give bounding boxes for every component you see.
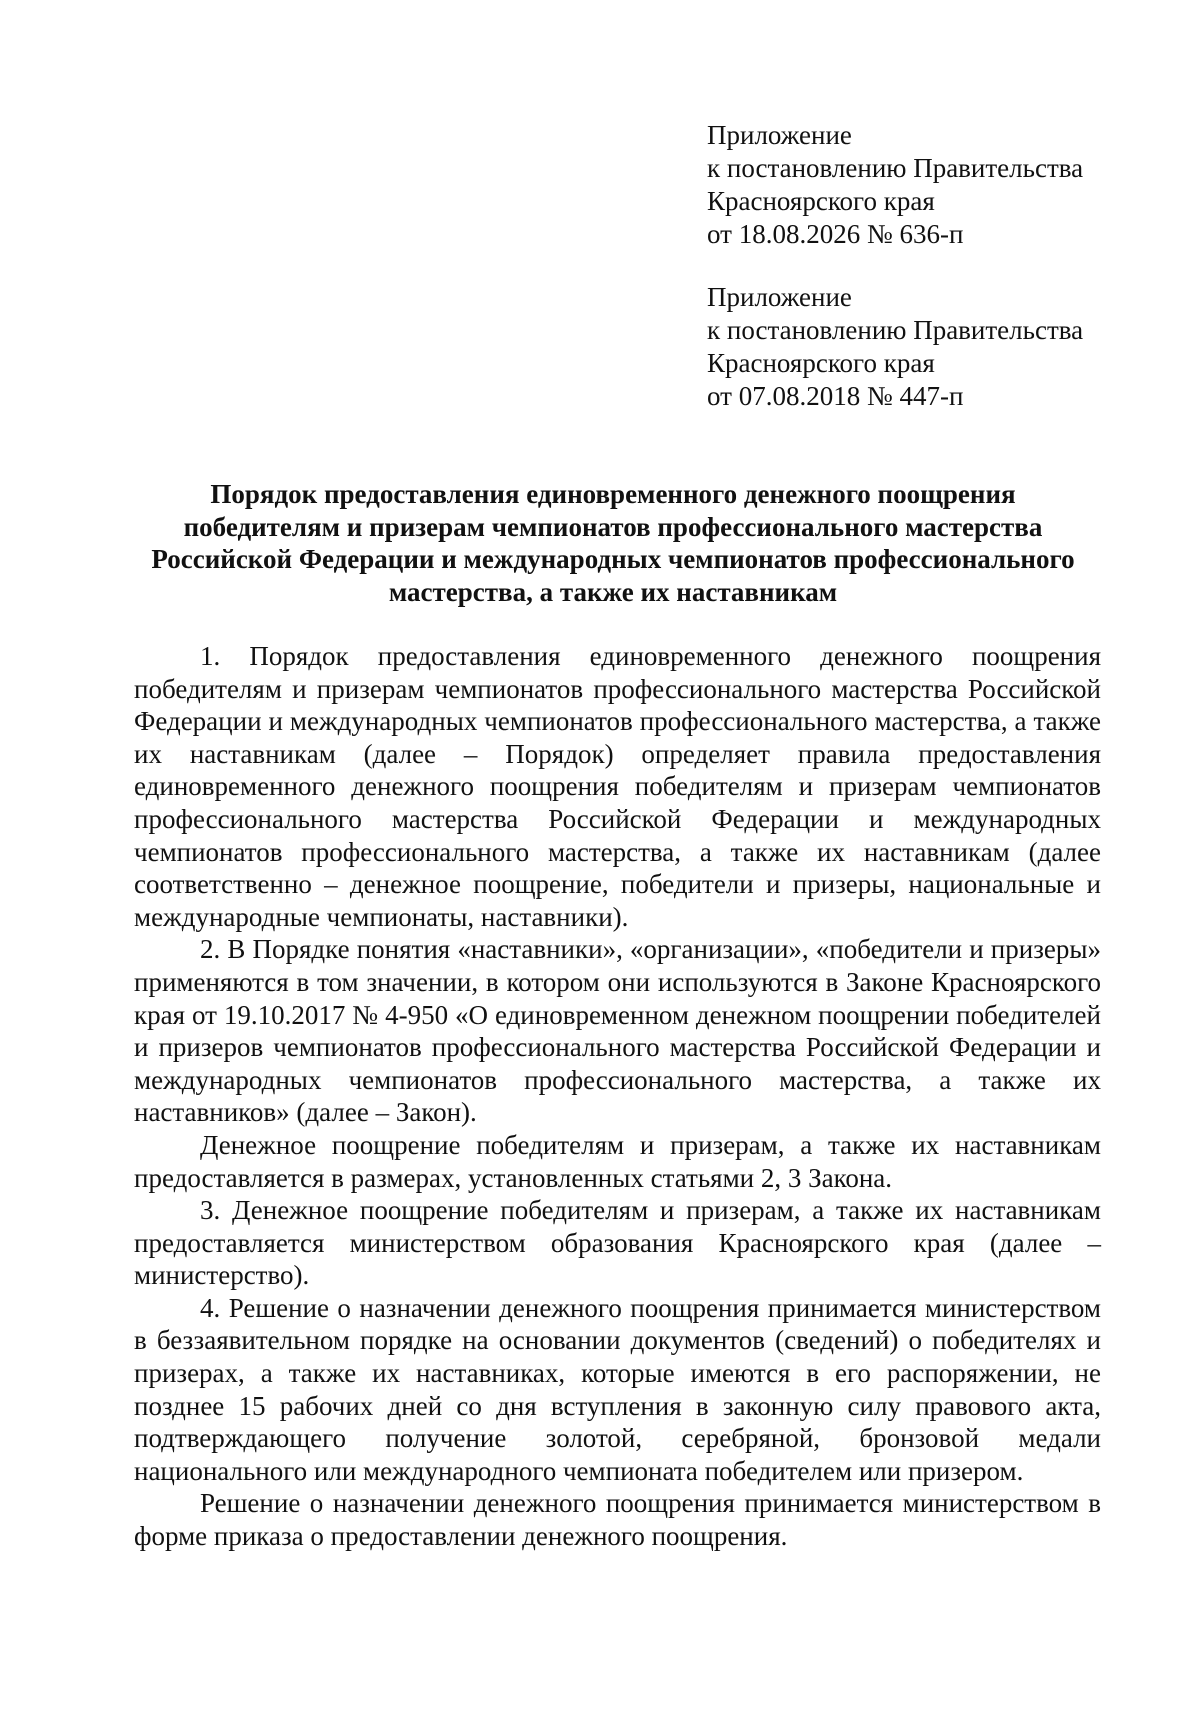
appendix-label: Приложение [707,282,852,312]
document-title [120,478,1106,608]
appendix-region: Красноярского края [707,186,935,216]
appendix-block-original [707,281,1147,413]
title-line: Российской Федерации и международных чемпионатов профессионального [151,544,1075,574]
title-line: мастерства, а также их наставникам [388,576,838,607]
title-line: победителям и призерам чемпионатов профессионального мастерства [183,511,1043,542]
paragraph-2-continued: Денежное поощрение победителям и призерам, а также их наставникам предоставляется в размерах, установленных статьями 2, 3 Закона. [134,1129,1101,1193]
appendix-date-number: от 07.08.2018 № 447-п [707,381,964,411]
appendix-region: Красноярского края [707,348,935,378]
paragraph-4-continued: Решение о назначении денежного поощрения принимается министерством в форме приказа о предоставлении денежного поощрения. [134,1488,1101,1552]
paragraph-4: 4. Решение о назначении денежного поощрения принимается министерством в беззаявительном порядке на основании документов (сведений) о победителях и призерах, а также их наставниках, которые имеются в его распоряжении, не позднее 15 рабочих дней со дня вступления в законную силу правового акта, подтверждающего получение золотой, серебряной, бронзовой медали национального или международного чемпионата победителем или призером. [134,1292,1101,1486]
paragraph-1: 1. Порядок предоставления единовременного денежного поощрения победителям и призерам чемпионатов профессионального мастерства Российской Федерации и международных чемпионатов профессионального мастерства, а также их наставникам (далее – Порядок) определяет правила предоставления единовременного денежного поощрения победителям и призерам чемпионатов профессионального мастерства Российской Федерации и международных чемпионатов профессионального мастерства, а также их наставникам (далее соответственно – денежное поощрение, победители и призеры, национальные и международные чемпионаты, наставники). [134,641,1101,932]
document-body [134,640,1101,1553]
paragraph-2: 2. В Порядке понятия «наставники», «организации», «победители и призеры» применяются в том значении, в котором они используются в Законе Красноярского края от 19.10.2017 № 4-950 «О единовременном денежном поощрении победителей и призеров чемпионатов профессионального мастерства Российской Федерации и международных чемпионатов профессионального мастерства, а также их наставников» (далее – Закон). [134,934,1101,1128]
appendix-block-current [707,119,1147,251]
appendix-resolution-ref: к постановлению Правительства [707,153,1084,183]
paragraph-3: 3. Денежное поощрение победителям и призерам, а также их наставникам предоставляется министерством образования Красноярского края (далее – министерство). [134,1195,1101,1291]
appendix-resolution-ref: к постановлению Правительства [707,315,1084,345]
appendix-date-number: от 18.08.2026 № 636-п [707,219,964,249]
appendix-label: Приложение [707,120,852,150]
title-line: Порядок предоставления единовременного денежного поощрения [210,479,1016,509]
